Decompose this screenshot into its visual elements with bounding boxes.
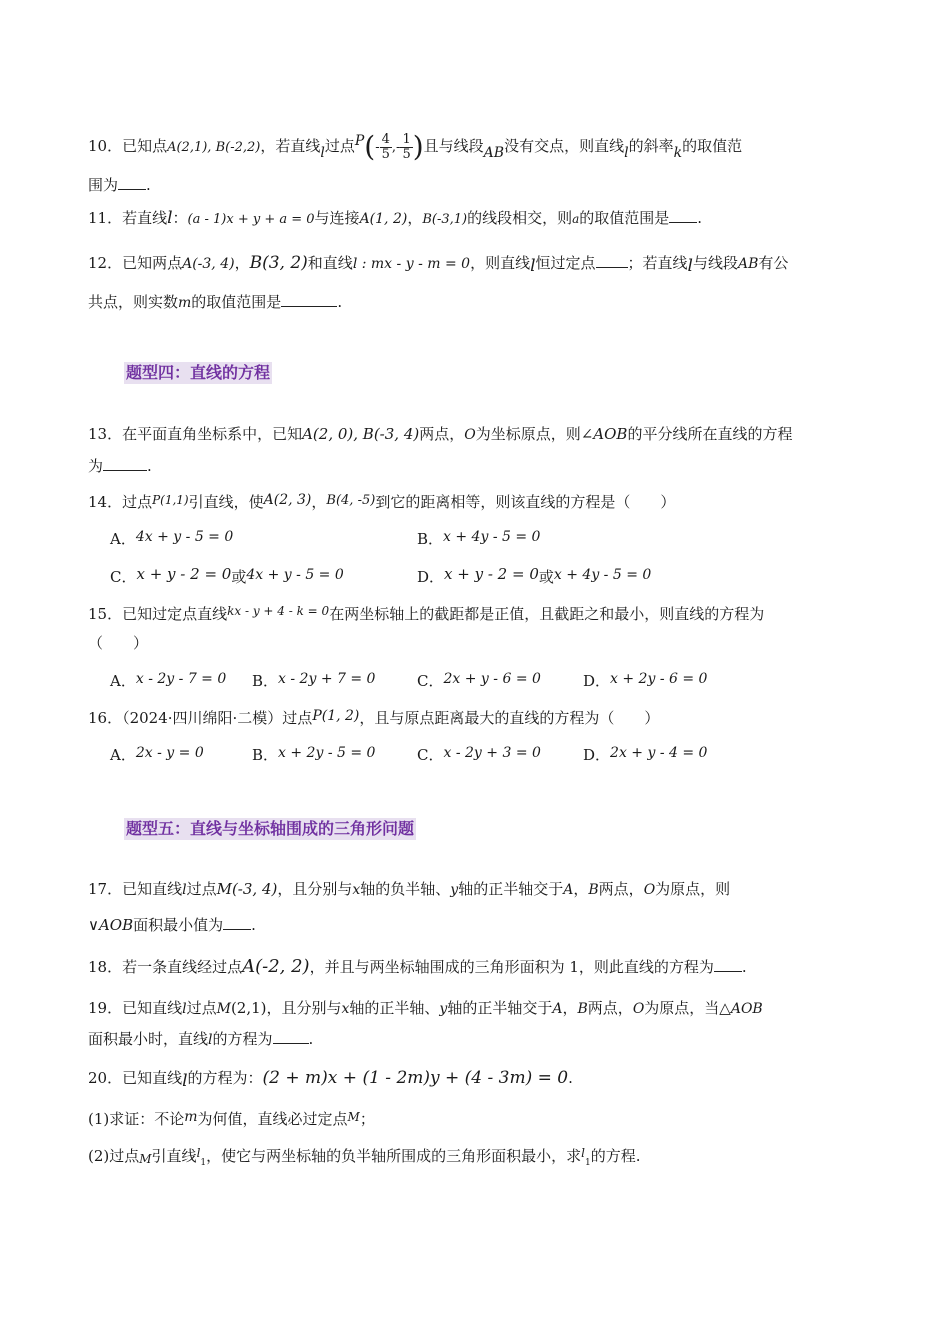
option-equation: x + 2y - 6 = 0 [610, 671, 708, 687]
q17-text: 轴的负半轴、 [360, 880, 451, 898]
q10-comma: , [391, 140, 397, 155]
q17-text: 过点 [186, 880, 217, 898]
q15-text: 在两坐标轴上的截距都是正值，且截距之和最小，则直线的方程为 [329, 605, 765, 623]
q20-text: 为何值，直线必过定点 [197, 1110, 348, 1128]
q13-text: 的平分线所在直线的方程 [627, 425, 793, 443]
q13-text: 两点， [419, 425, 465, 443]
q10-text: 的斜率 [628, 137, 674, 155]
q11-line-l: l [167, 208, 173, 228]
q19-end: . [308, 1030, 314, 1048]
q14-text: 14．过点 [88, 493, 153, 511]
q11-text: ， [407, 209, 423, 227]
q20-text: 的方程. [590, 1147, 641, 1165]
question-14 [88, 489, 675, 513]
answer-blank [714, 957, 742, 972]
q12-var-m: m [178, 295, 192, 311]
q20-text: ； [359, 1110, 375, 1128]
q20-equation: (2 + m)x + (1 - 2m)y + (4 - 3m) = 0 [262, 1068, 569, 1088]
q11-text: 的线段相交，则 [467, 209, 573, 227]
q10-text: 10．已知点 [88, 137, 168, 155]
option-label: D． [583, 746, 611, 764]
q10-frac-b-num: 1 [402, 131, 411, 147]
q11-text: 11．若直线 [88, 209, 168, 227]
q19-var-y: y [439, 1001, 448, 1017]
q20-var-m: m [184, 1109, 198, 1125]
option-equation: 2x - y = 0 [135, 745, 204, 761]
q18-point-a: A(-2, 2) [242, 956, 310, 977]
q19-text: 面积最小时，直线 [88, 1030, 209, 1048]
question-12-line-1 [88, 252, 788, 277]
q11-text: 与连接 [314, 209, 360, 227]
q20-text: 引直线 [151, 1147, 197, 1165]
q19-line-l: l [208, 1032, 213, 1048]
option-equation: 4x + y - 5 = 0 [246, 567, 344, 583]
q19-point-m: M [216, 1001, 231, 1017]
q10-frac-a-num: 4 [381, 131, 390, 147]
question-15-line-2 [88, 632, 148, 654]
q14-point-b: B(4, -5) [326, 493, 376, 508]
q10-frac-a-den: 5 [381, 146, 390, 162]
answer-blank [669, 208, 697, 223]
q11-point-b: B(-3,1) [422, 212, 468, 227]
q15-equation: kx - y + 4 - k = 0 [227, 604, 330, 618]
option-equation: 2x + y - 6 = 0 [443, 671, 541, 687]
q17-text: ，且分别与 [277, 880, 353, 898]
q16-text: 16．（2024·四川绵阳·二模）过点 [88, 709, 313, 727]
q14-option-c[interactable] [110, 563, 344, 588]
question-20 [88, 1067, 573, 1092]
q10-frac-b-den: 5 [402, 146, 411, 162]
q10-text: 的取值范 [682, 137, 743, 155]
q13-text: 13．在平面直角坐标系中，已知 [88, 425, 303, 443]
q19-triangle: AOB [730, 1001, 763, 1017]
q17-text: 17．已知直线 [88, 880, 183, 898]
q11-text: ： [172, 209, 188, 227]
q14-point-p: P(1,1) [152, 493, 189, 507]
q17-point-m: M(-3, 4) [216, 880, 278, 898]
q12-text: 和直线 [307, 254, 353, 272]
q15-text: 15．已知过定点直线 [88, 605, 228, 623]
q20-text: (1)求证：不论 [88, 1110, 185, 1128]
q10-text: ，若直线 [260, 137, 321, 155]
answer-blank [103, 456, 147, 471]
q10-paren-close: ) [412, 130, 424, 163]
q17-end: . [251, 916, 256, 934]
q13-text: 为 [88, 457, 104, 475]
q15-option-a[interactable] [110, 668, 226, 692]
q12-text: 恒过定点 [535, 254, 596, 272]
q17-triangle: ∨AOB [88, 916, 134, 934]
q10-end: . [146, 176, 151, 194]
q12-text: 的取值范围是 [191, 293, 282, 311]
q12-text: ；若直线 [627, 254, 688, 272]
q16-option-a[interactable] [110, 742, 204, 766]
q20-text: (2)过点 [88, 1147, 140, 1165]
option-equation: 4x + y - 5 = 0 [135, 529, 234, 545]
q10-points: A(2,1), B(-2,2) [167, 140, 261, 155]
question-10-line-2 [88, 174, 151, 196]
q19-text: 为原点，当△ [644, 999, 731, 1017]
q19-text: 轴的正半轴、 [349, 999, 440, 1017]
q19-text: ， [562, 999, 578, 1017]
q12-point-b: B(3, 2) [249, 253, 308, 273]
q17-line-l: l [182, 882, 187, 898]
option-label: C． [110, 568, 137, 586]
q17-origin: O [643, 882, 656, 898]
q14-text: ， [311, 493, 327, 511]
q20-text: 20．已知直线 [88, 1069, 183, 1087]
q19-text: 19．已知直线 [88, 999, 183, 1017]
q10-paren-open: ( [364, 130, 376, 163]
q17-text: 为原点，则 [655, 880, 731, 898]
q20-subscript: 1 [200, 1158, 207, 1168]
option-label: A． [110, 672, 136, 690]
question-20-part-1 [88, 1106, 375, 1130]
q19-text: 两点， [587, 999, 633, 1017]
q12-text: ，则直线 [470, 254, 531, 272]
answer-blank [596, 253, 628, 268]
question-15-line-1 [88, 600, 764, 625]
q19-point-a: A [552, 1001, 563, 1017]
question-10-line-1 [88, 130, 742, 164]
answer-blank [281, 292, 337, 307]
answer-blank [223, 915, 251, 930]
q17-point-a: A [563, 882, 574, 898]
option-label: B． [252, 746, 279, 764]
q13-text: 为坐标原点，则 [475, 425, 581, 443]
question-13-line-2 [88, 455, 152, 477]
q20-text: 的方程为： [187, 1069, 263, 1087]
q10-minus: - [375, 140, 380, 155]
option-label: C． [417, 672, 444, 690]
q10-minus: - [396, 140, 401, 155]
q18-end: . [741, 958, 747, 976]
q18-text: 18．若一条直线经过点 [88, 958, 243, 976]
q10-fraction-b [400, 133, 412, 162]
option-label: B． [417, 530, 444, 548]
q10-point-p: P [354, 133, 365, 149]
option-label: B． [252, 672, 279, 690]
q11-text: 的取值范围是 [579, 209, 670, 227]
question-16 [88, 705, 659, 729]
q20-line-l: l [182, 1071, 188, 1091]
q14-option-d[interactable] [417, 563, 651, 588]
option-equation: x - 2y + 7 = 0 [278, 671, 376, 687]
option-equation: x + y - 2 = 0 [136, 565, 232, 583]
q12-equation: l : mx - y - m = 0 [352, 256, 471, 272]
q13-points: A(2, 0), B(-3, 4) [302, 425, 420, 443]
q11-point-a: A(1, 2) [359, 211, 408, 227]
q19-text: 的方程为 [212, 1030, 273, 1048]
q17-var-x: x [352, 882, 361, 898]
q14-text: 引直线，使 [188, 493, 264, 511]
option-equation: x + 4y - 5 = 0 [553, 567, 652, 583]
q12-text: 有公 [758, 254, 789, 272]
q14-text: 到它的距离相等，则该直线的方程是（ ） [375, 493, 676, 511]
q12-text: 12．已知两点 [88, 254, 183, 272]
q16-option-d[interactable] [583, 742, 707, 766]
q20-end: . [568, 1069, 573, 1087]
q20-text: ，使它与两坐标轴的负半轴所围成的三角形面积最小，求 [206, 1147, 582, 1165]
answer-blank [118, 175, 146, 190]
answer-blank [273, 1029, 309, 1044]
q19-text: 过点 [186, 999, 217, 1017]
q12-text: ， [234, 254, 250, 272]
q12-text: 共点，则实数 [88, 293, 179, 311]
option-label: D． [417, 568, 445, 586]
q20-line-l1: l [581, 1146, 585, 1160]
option-or: 或 [538, 568, 554, 586]
q17-point-b: B [588, 882, 599, 898]
q14-option-a[interactable] [110, 526, 233, 550]
question-17-line-2 [88, 914, 256, 936]
q19-text: 轴的正半轴交于 [447, 999, 553, 1017]
q11-equation: (a - 1)x + y + a = 0 [187, 212, 315, 227]
option-label: A． [110, 530, 136, 548]
q10-text: 且与线段 [423, 137, 484, 155]
q11-var-a: a [572, 212, 580, 226]
q19-origin: O [632, 1001, 645, 1017]
q13-origin: O [464, 427, 476, 443]
q13-end: . [147, 457, 152, 475]
q10-segment-ab: AB [483, 145, 505, 161]
q10-fraction-a [380, 133, 392, 162]
question-11 [88, 207, 702, 231]
option-equation: x + y - 2 = 0 [444, 565, 539, 583]
q14-point-a: A(2, 3) [263, 492, 312, 508]
q17-text: 轴的正半轴交于 [458, 880, 564, 898]
question-19-line-1 [88, 997, 763, 1020]
option-equation: x - 2y - 7 = 0 [135, 671, 227, 687]
q12-text: 与线段 [692, 254, 738, 272]
q10-text: 过点 [324, 137, 355, 155]
option-or: 或 [231, 568, 247, 586]
section-heading-4: 题型四：直线的方程 [126, 363, 271, 382]
option-label: D． [583, 672, 611, 690]
q10-slope-k: k [673, 145, 683, 161]
q13-angle: ∠AOB [580, 425, 628, 443]
q20-line-l1: l [196, 1146, 201, 1160]
question-18 [88, 956, 747, 978]
section-heading-5: 题型五：直线与坐标轴围成的三角形问题 [126, 819, 415, 838]
q20-subscript: 1 [585, 1158, 591, 1168]
q19-var-x: x [341, 1001, 350, 1017]
option-equation: x + 4y - 5 = 0 [443, 529, 541, 545]
question-17-line-1 [88, 878, 730, 901]
q14-option-b[interactable] [417, 526, 540, 550]
q10-text: 没有交点，则直线 [504, 137, 625, 155]
question-20-part-2 [88, 1142, 641, 1174]
q17-text: 面积最小值为 [133, 916, 224, 934]
q18-text: ，并且与两坐标轴围成的三角形面积为 1，则此直线的方程为 [309, 958, 714, 976]
q11-end: . [697, 209, 703, 227]
q12-end: . [337, 293, 343, 311]
q10-text: 围为 [88, 176, 119, 194]
q19-line-l: l [182, 1001, 187, 1017]
option-equation: x - 2y + 3 = 0 [443, 745, 541, 761]
option-equation: 2x + y - 4 = 0 [610, 745, 708, 761]
option-label: A． [110, 746, 136, 764]
q19-point-b: B [577, 1001, 588, 1017]
q15-option-b[interactable] [252, 668, 375, 692]
q20-point-m: M [139, 1152, 152, 1166]
q12-segment-ab: AB [738, 256, 759, 272]
q17-var-y: y [450, 882, 459, 898]
q17-text: 两点， [598, 880, 644, 898]
question-19-line-2 [88, 1028, 313, 1051]
q10-line-l: l [624, 145, 629, 161]
question-12-line-2 [88, 291, 342, 314]
q15-text: （ ） [88, 634, 149, 652]
q12-line-l: l [530, 256, 536, 276]
q15-option-d[interactable] [583, 668, 707, 692]
q12-point-a: A(-3, 4) [182, 256, 235, 272]
q16-point-p: P(1, 2) [312, 708, 360, 724]
option-label: C． [417, 746, 444, 764]
q15-option-c[interactable] [417, 668, 541, 692]
q12-line-l: l [687, 256, 693, 276]
q10-line-l: l [320, 145, 325, 161]
question-13-line-1 [88, 423, 792, 446]
q17-text: ， [573, 880, 589, 898]
q20-point-m: M [347, 1110, 360, 1124]
q16-option-c[interactable] [417, 742, 541, 766]
q19-text: (2,1)，且分别与 [230, 999, 342, 1017]
option-equation: x + 2y - 5 = 0 [278, 745, 376, 761]
q16-text: ，且与原点距离最大的直线的方程为（ ） [359, 709, 660, 727]
q16-option-b[interactable] [252, 742, 375, 766]
